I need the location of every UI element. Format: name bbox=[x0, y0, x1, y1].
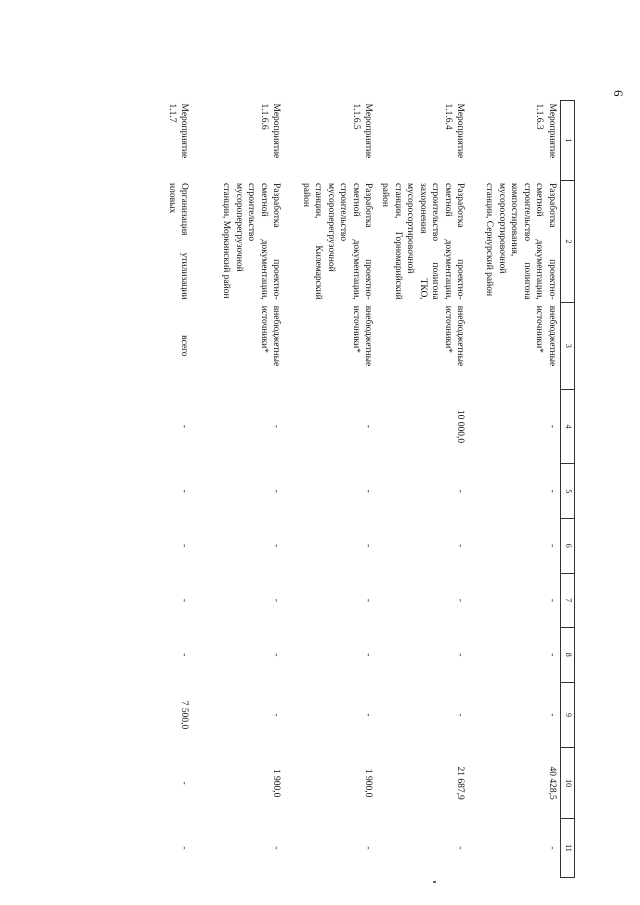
value-cell: - bbox=[363, 653, 374, 657]
header-cell: 2 bbox=[561, 180, 575, 303]
value-cell: - bbox=[179, 424, 190, 429]
activity-description-cell: Разработка проектно-сметной документации, строительство полигона компостирования, мусоросортировочной станции, Сернурский район bbox=[484, 183, 557, 300]
funding-source-cell: внебюджетные источники* bbox=[442, 305, 466, 367]
header-cell: 3 bbox=[561, 303, 575, 389]
value-cell: 40 428,5 bbox=[547, 766, 557, 800]
header-cell: 10 bbox=[561, 748, 575, 818]
value-cell: - bbox=[455, 846, 466, 850]
value-cell: - bbox=[455, 544, 466, 548]
value-cell: - bbox=[547, 424, 557, 429]
value-cell: - bbox=[363, 424, 374, 429]
table-row bbox=[193, 101, 285, 878]
value-cell: - bbox=[547, 489, 557, 493]
table-row bbox=[285, 101, 377, 878]
page-number: 6 bbox=[611, 90, 626, 97]
value-cell: - bbox=[455, 489, 466, 493]
value-cell: - bbox=[455, 653, 466, 657]
value-cell: - bbox=[271, 489, 282, 493]
funding-source-cell: внебюджетные источники* bbox=[258, 305, 282, 367]
header-cell: 1 bbox=[561, 101, 575, 181]
activity-description-cell: Разработка проектно-сметной документации, строительство мусороперегрузочной станции, Моркинский район bbox=[221, 183, 282, 300]
table-row bbox=[377, 101, 469, 878]
header-cell: 9 bbox=[561, 682, 575, 748]
value-cell: - bbox=[271, 846, 282, 850]
scan-mark bbox=[433, 881, 436, 883]
table-row bbox=[469, 101, 561, 878]
value-cell: - bbox=[271, 544, 282, 548]
value-cell: - bbox=[179, 598, 190, 602]
value-cell: - bbox=[455, 713, 466, 717]
table-row bbox=[103, 101, 193, 878]
activity-description-cell: Разработка проектно-сметной документации, строительство полигона захоронения ТКО, мусоросортировочной станции, Горномарийский район bbox=[380, 183, 466, 300]
value-cell: - bbox=[179, 846, 190, 850]
activity-description-cell: Организация утилизации иловых bbox=[166, 183, 190, 300]
value-cell: 21 687,9 bbox=[455, 766, 466, 800]
header-cell: 8 bbox=[561, 628, 575, 683]
value-cell: - bbox=[179, 544, 190, 548]
value-cell: 10 000,0 bbox=[455, 409, 466, 444]
funding-source-cell: внебюджетные источники* bbox=[534, 305, 557, 367]
value-cell: - bbox=[363, 489, 374, 493]
activity-id-cell: Мероприятие 1.1.7 bbox=[166, 103, 190, 159]
value-cell: 1 900,0 bbox=[363, 768, 374, 798]
value-cell: - bbox=[547, 653, 557, 657]
value-cell: - bbox=[271, 424, 282, 429]
activity-id-cell: Мероприятие 1.1.6.3 bbox=[534, 103, 557, 159]
activity-id-cell: Мероприятие 1.1.6.6 bbox=[258, 103, 282, 159]
value-cell: - bbox=[271, 713, 282, 717]
header-cell: 6 bbox=[561, 519, 575, 574]
header-cell: 7 bbox=[561, 573, 575, 628]
value-cell: - bbox=[179, 781, 190, 785]
funding-source-cell: внебюджетные источники* bbox=[350, 305, 374, 367]
value-cell: - bbox=[363, 713, 374, 717]
value-cell: - bbox=[179, 489, 190, 493]
value-cell: 1 900,0 bbox=[271, 768, 282, 798]
rotated-table-wrapper bbox=[100, 100, 575, 878]
table-header-row bbox=[561, 101, 575, 878]
value-cell: - bbox=[547, 544, 557, 548]
value-cell: - bbox=[271, 598, 282, 602]
value-cell: - bbox=[363, 544, 374, 548]
value-cell: - bbox=[547, 713, 557, 717]
value-cell: - bbox=[363, 598, 374, 602]
header-cell: 5 bbox=[561, 464, 575, 519]
value-cell: - bbox=[179, 653, 190, 657]
value-cell: - bbox=[271, 653, 282, 657]
activity-description-cell: Разработка проектно-сметной документации, строительство мусороперегрузочной станции, Килемарский район bbox=[300, 183, 374, 300]
value-cell: - bbox=[455, 598, 466, 602]
value-cell: - bbox=[547, 846, 557, 850]
value-cell: - bbox=[363, 846, 374, 850]
header-cell: 4 bbox=[561, 389, 575, 464]
funding-source-cell: всего bbox=[179, 335, 190, 357]
activity-id-cell: Мероприятие 1.1.6.5 bbox=[350, 103, 374, 159]
activity-id-cell: Мероприятие 1.1.6.4 bbox=[442, 103, 466, 159]
funding-table bbox=[103, 100, 576, 878]
value-cell: - bbox=[547, 598, 557, 602]
header-cell: 11 bbox=[561, 818, 575, 877]
value-cell: 7 500,0 bbox=[179, 700, 190, 730]
